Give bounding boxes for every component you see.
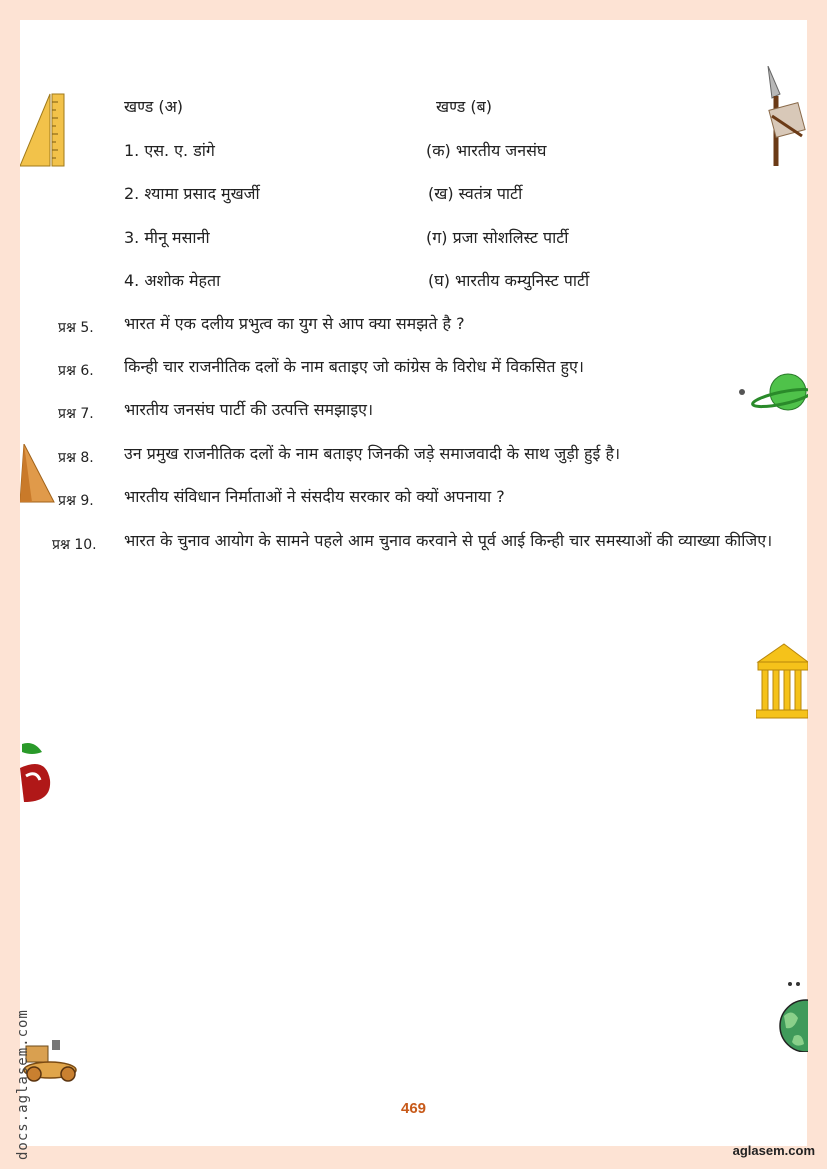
- question-text-8: उन प्रमुख राजनीतिक दलों के नाम बताइए जिनकी जड़े समाजवादी के साथ जुड़ी हुई है।: [124, 444, 621, 463]
- match-item-a-4: 4. अशोक मेहता: [124, 271, 221, 290]
- page-number: 469: [400, 1100, 427, 1117]
- globe-icon: [774, 978, 808, 1052]
- col-a-header: खण्ड (अ): [124, 97, 184, 116]
- match-item-b-4: (घ) भारतीय कम्युनिस्ट पार्टी: [428, 271, 590, 290]
- question-number-8: प्रश्न 8.: [58, 450, 94, 466]
- match-item-b-2: (ख) स्वतंत्र पार्टी: [428, 184, 523, 203]
- match-item-a-1: 1. एस. ए. डांगे: [124, 141, 215, 160]
- brand-text: aglasem.com: [732, 1143, 815, 1158]
- match-item-a-2: 2. श्यामा प्रसाद मुखर्जी: [124, 184, 260, 203]
- apple-icon: [20, 740, 54, 806]
- question-text-10: भारत के चुनाव आयोग के सामने पहले आम चुनाव करवाने से पूर्व आई किन्ही चार समस्याओं की व्याख्या कीजिए।: [124, 531, 773, 550]
- question-number-10: प्रश्न 10.: [52, 537, 97, 553]
- question-number-7: प्रश्न 7.: [58, 406, 94, 422]
- match-item-b-1: (क) भारतीय जनसंघ: [426, 141, 547, 160]
- question-text-5: भारत में एक दलीय प्रभुत्व का युग से आप क्या समझते है ?: [124, 314, 465, 333]
- question-number-6: प्रश्न 6.: [58, 363, 94, 379]
- question-text-9: भारतीय संविधान निर्माताओं ने संसदीय सरकार को क्यों अपनाया ?: [124, 487, 505, 506]
- question-number-5: प्रश्न 5.: [58, 320, 94, 336]
- ruler-triangle-icon: [20, 92, 66, 168]
- col-b-header: खण्ड (ब): [436, 97, 492, 116]
- watermark-text: docs.aglasem.com: [15, 1009, 31, 1160]
- match-item-b-3: (ग) प्रजा सोशलिस्ट पार्टी: [426, 228, 569, 247]
- question-text-6: किन्ही चार राजनीतिक दलों के नाम बताइए जो कांग्रेस के विरोध में विकसित हुए।: [124, 357, 584, 376]
- temple-icon: [756, 642, 808, 720]
- pyramid-icon: [20, 444, 56, 504]
- stone-spear-icon: [762, 66, 808, 168]
- question-number-9: प्रश्न 9.: [58, 493, 94, 509]
- match-item-a-3: 3. मीनू मसानी: [124, 228, 210, 247]
- question-text-7: भारतीय जनसंघ पार्टी की उत्पत्ति समझाइए।: [124, 400, 374, 419]
